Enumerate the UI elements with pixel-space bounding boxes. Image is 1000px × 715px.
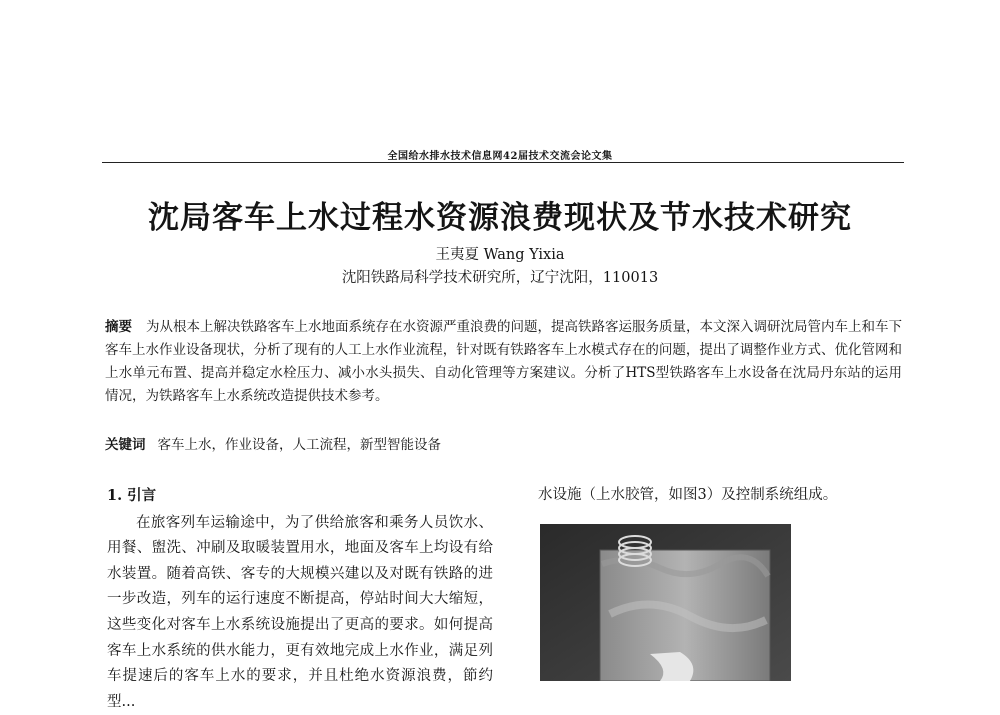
right-column-text: 水设施（上水胶管，如图3）及控制系统组成。 xyxy=(538,487,838,503)
paper-title: 沈局客车上水过程水资源浪费现状及节水技术研究 xyxy=(148,200,852,236)
right-column xyxy=(538,483,902,509)
header-rule xyxy=(102,162,904,163)
keywords-block xyxy=(105,433,902,453)
figure-photo xyxy=(540,524,791,681)
affiliation-line: 沈阳铁路局科学技术研究所，辽宁沈阳，110013 xyxy=(341,270,659,286)
abstract-block xyxy=(105,316,902,408)
author-line: 王夷夏 Wang Yixia xyxy=(435,247,565,263)
left-column xyxy=(107,483,493,715)
abstract-label: 摘要 xyxy=(105,319,132,335)
section-heading-introduction: 1. 引言 xyxy=(107,487,157,504)
keywords-label: 关键词 xyxy=(105,437,146,453)
abstract-text: 为从根本上解决铁路客车上水地面系统存在水资源严重浪费的问题，提高铁路客运服务质量，本文深入调研沈局管内车上和车下客车上水作业设备现状，分析了现有的人工上水作业流程，针对既有铁路客车上水模式存在的问题，提出了调整作业方式、优化管网和上水单元布置、提高并稳定水栓压力、减小水头损失、自动化管理等方案建议。分析了HTS型铁路客车上水设备在沈局丹东站的运用情况，为铁路客车上水系统改造提供技术参考。 xyxy=(105,319,902,404)
intro-paragraph: 在旅客列车运输途中，为了供给旅客和乘务人员饮水、用餐、盥洗、冲刷及取暖装置用水，地面及客车上均设有给水装置。随着高铁、客专的大规模兴建以及对既有铁路的进一步改造，列车的运行速度不断提高，停站时间大大缩短，这些变化对客车上水系统设施提出了更高的要求。如何提高客车上水系统的供水能力，更有效地完成上水作业，满足列车提速后的客车上水的要求，并且杜绝水资源浪费，節约型... xyxy=(107,514,493,710)
keywords-text: 客车上水，作业设备，人工流程，新型智能设备 xyxy=(157,437,441,453)
figure-photo-image xyxy=(540,524,791,681)
running-header: 全国给水排水技术信息网42届技术交流会论文集 xyxy=(387,151,613,162)
